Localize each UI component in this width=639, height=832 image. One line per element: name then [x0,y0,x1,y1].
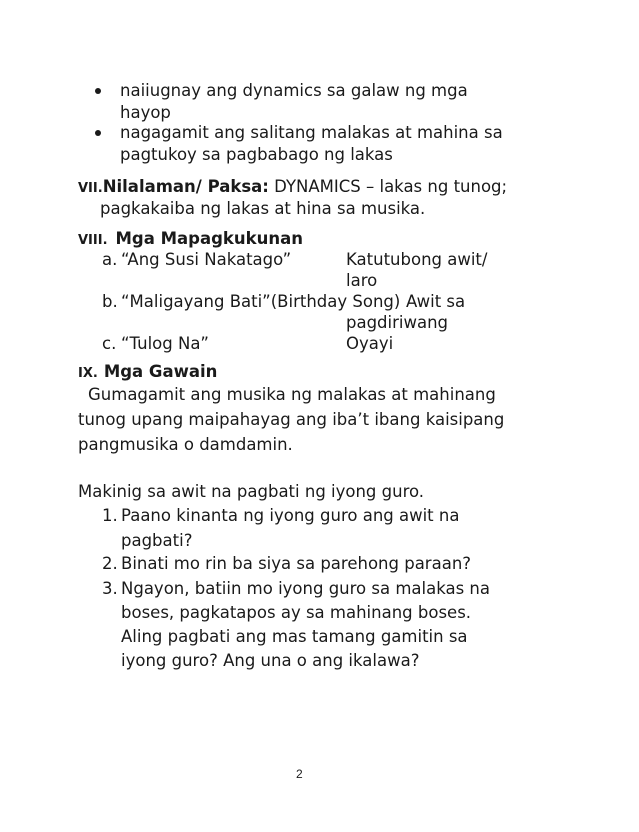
question-2-num: 2. [102,554,118,573]
resource-a-letter: a. [102,250,118,269]
section9-heading [78,361,217,385]
page-number: 2 [296,767,303,781]
resource-a-type-line2: laro [346,271,378,290]
resource-b-letter: b. [102,292,118,311]
resource-b-title: “Maligayang Bati”(Birthday Song) [121,292,401,311]
resource-a-type: Katutubong awit/ [346,250,488,269]
objective-2-line2: pagtukoy sa pagbabago ng lakas [120,145,393,164]
objective-1-line2: hayop [120,103,171,122]
section7-numeral: VII. [78,181,103,196]
question-1-num: 1. [102,506,118,525]
section9-para-line3: pangmusika o damdamin. [78,435,293,454]
section9-title: Mga Gawain [103,362,218,381]
section9-para-line2: tunog upang maipahayag ang iba’t ibang kaisipang [78,410,505,429]
section8-numeral: VIII. [78,233,108,248]
question-1-line2: pagbati? [121,531,193,550]
question-3-line2: boses, pagkatapos ay sa mahinang boses. [121,603,472,622]
section8-title: Mga Mapagkukunan [115,229,304,248]
question-2-line1: Binati mo rin ba siya sa parehong paraan? [121,554,472,573]
question-3-line3: Aling pagbati ang mas tamang gamitin sa [121,627,468,646]
section7-text: DYNAMICS – lakas ng tunog; [268,177,508,196]
question-3-num: 3. [102,579,118,598]
question-3-line1: Ngayon, batiin mo iyong guro sa malakas na [121,579,491,598]
resource-a-title: “Ang Susi Nakatago” [121,250,292,269]
objective-2-line1: nagagamit ang salitang malakas at mahina sa [120,123,503,142]
instruction: Makinig sa awit na pagbati ng iyong guro. [78,482,425,501]
resource-b-type: Awit sa [406,292,466,311]
resource-c-letter: c. [102,334,117,353]
section7-title: Nilalaman/ Paksa: [102,177,269,196]
objective-1-line1: naiiugnay ang dynamics sa galaw ng mga [120,81,468,100]
section7-heading [78,176,507,200]
question-1-line1: Paano kinanta ng iyong guro ang awit na [121,506,460,525]
section9-numeral: IX. [78,366,98,381]
section7-text-line2: pagkakaiba ng lakas at hina sa musika. [100,199,426,218]
bullet-icon [95,88,101,94]
bullet-icon [95,130,101,136]
section9-para-line1: Gumagamit ang musika ng malakas at mahinang [88,385,496,404]
question-3-line4: iyong guro? Ang una o ang ikalawa? [121,651,420,670]
resource-c-title: “Tulog Na” [121,334,209,353]
resource-c-type: Oyayi [346,334,394,353]
resource-b-type-line2: pagdiriwang [346,313,449,332]
